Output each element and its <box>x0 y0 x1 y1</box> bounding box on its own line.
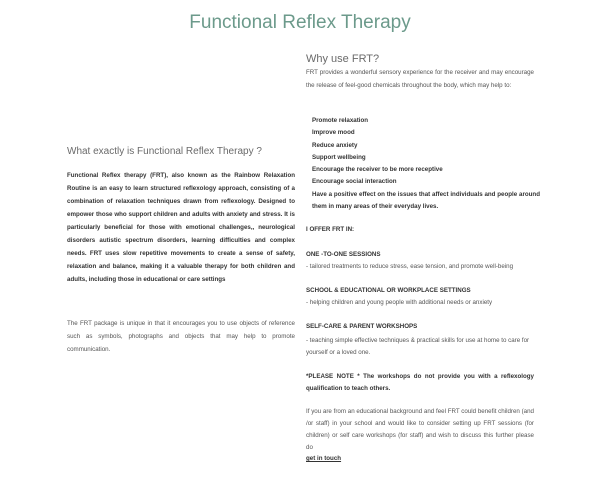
session-title: SCHOOL & EDUCATIONAL OR WORKPLACE SETTINGS <box>306 287 471 294</box>
session-desc: - tailored treatments to reduce stress, ease tension, and promote well-being <box>306 263 514 270</box>
list-item: Encourage the receiver to be more receptive <box>312 166 443 174</box>
offer-heading: I OFFER FRT IN: <box>306 226 355 233</box>
get-in-touch-link[interactable]: get in touch <box>306 455 342 462</box>
closing-paragraph: If you are from an educational background and feel FRT could benefit children (and /or staff) in your school and would like to consider setting up FRT sessions (for children) or self care workshops (for staff) and wish to discuss this further please do <box>306 408 534 451</box>
list-item: Encourage social interaction <box>312 178 397 186</box>
list-item: Promote relaxation <box>312 117 369 124</box>
frt-description: Functional Reflex therapy (FRT), also known as the Rainbow Relaxation Routine is an easy to learn structured reflexology approach, consisting of a combination of relaxation techniques drawn from reflexology. Designed to empower those who support children and adults with anxiety and stress. It is particularly beneficial for those with emotional challenges,, neurological disorders autistic spectrum disorders, learning difficulties and complex needs. FRT uses slow repetitive movements to create a sense of safety, relaxation and balance, making it a valuable therapy for both children and adults, including those in educational or care settings <box>67 172 295 283</box>
workshop-note: *PLEASE NOTE * The workshops do not provide you with a reflexology qualification to teach others. <box>306 373 534 392</box>
why-use-heading: Why use FRT? <box>306 53 380 65</box>
why-use-intro: FRT provides a wonderful sensory experience for the receiver and may encourage the release of feel-good chemicals throughout the body, which may help to: <box>306 69 534 89</box>
frt-package-description: The FRT package is unique in that it encourages you to use objects of reference such as symbols, photographs and objects that may help to promote communication. <box>67 320 295 353</box>
left-heading: What exactly is Functional Reflex Therapy ? <box>67 146 262 157</box>
list-item: Reduce anxiety <box>312 141 358 149</box>
benefits-list <box>306 115 540 213</box>
list-item: Support wellbeing <box>312 153 366 161</box>
session-desc: - helping children and young people with additional needs or anxiety <box>306 299 493 306</box>
page-title: Functional Reflex Therapy <box>189 12 411 33</box>
session-title: ONE -TO-ONE SESSIONS <box>306 251 381 258</box>
session-desc: - teaching simple effective techniques & practical skills for use at home to care for yourself or a loved one. <box>306 337 530 356</box>
session-title: SELF-CARE & PARENT WORKSHOPS <box>306 323 418 330</box>
list-item: Improve mood <box>312 129 355 137</box>
list-item: Have a positive effect on the issues that affect individuals and people around them in many areas of their everyday lives. <box>312 190 540 211</box>
